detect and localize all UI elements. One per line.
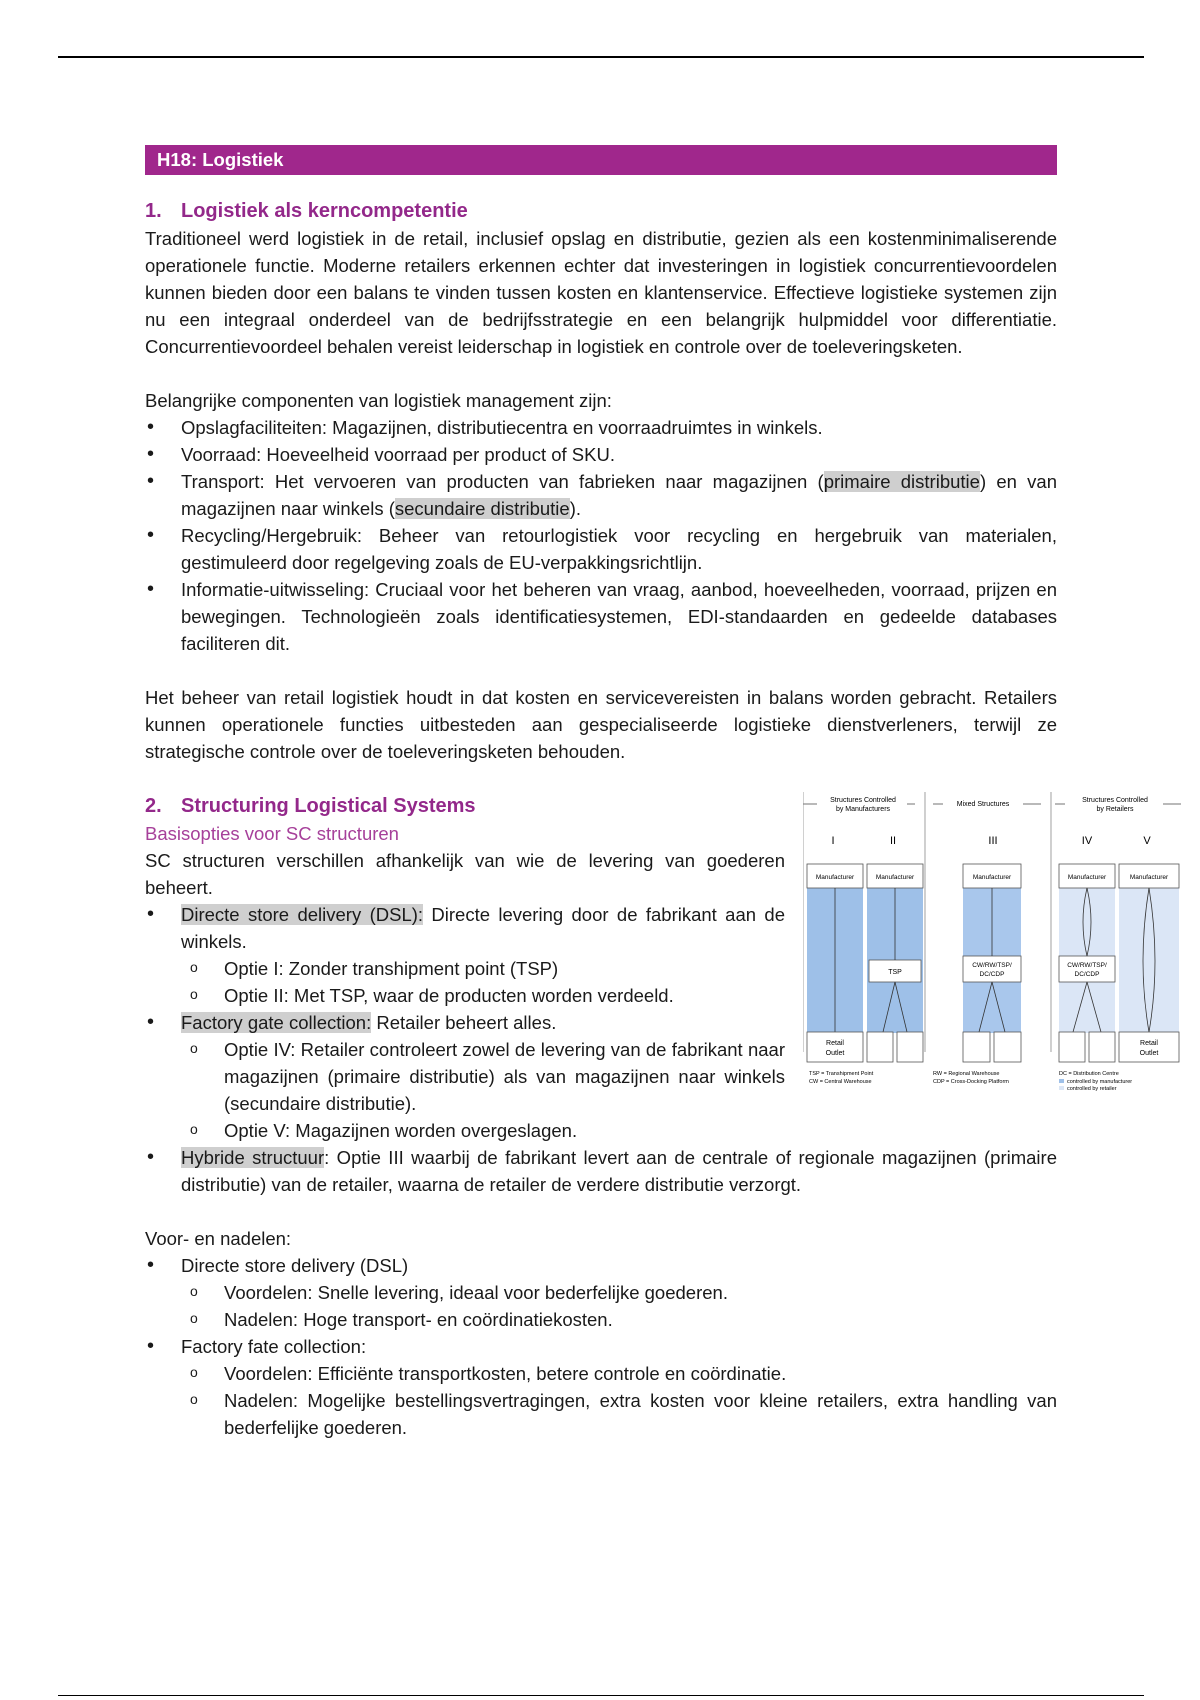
retail-outlet-label: Outlet <box>825 1050 845 1057</box>
hub-label: DC/CDP <box>979 971 1005 978</box>
hub-label: CW/RW/TSP/ <box>972 962 1012 969</box>
list-item-transport <box>145 468 1057 522</box>
retail-outlet-label: Retail <box>1140 1040 1158 1047</box>
manufacturer-label: Manufacturer <box>875 874 915 881</box>
list-item: o Nadelen: Mogelijke bestellingsvertragingen, extra kosten voor kleine retailers, extra handling van bederfelijke goederen. <box>181 1387 1057 1441</box>
column-label: V <box>1143 835 1151 847</box>
section-2-number: 2. <box>145 795 162 817</box>
list-item: • Informatie-uitwisseling: Cruciaal voor het beheren van vraag, aanbod, hoeveelheden, voorraad, prijzen en bewegingen. Technologieën zoals identificatiesystemen, EDI-standaarden en gedeelde databases faciliteren dit. <box>145 576 1057 657</box>
pros-cons-list <box>145 1252 1057 1441</box>
group-label: Structures Controlled <box>830 797 896 804</box>
hub-label: CW/RW/TSP/ <box>1067 962 1107 969</box>
manufacturer-label: Manufacturer <box>1129 874 1169 881</box>
legend-item: TSP = Transhipment Point <box>809 1071 874 1077</box>
pros-cons-name: Factory fate collection: <box>181 1336 367 1357</box>
transport-text: ) en van magazijnen naar winkels ( <box>181 471 1058 519</box>
list-item: o Voordelen: Snelle levering, ideaal voor bederfelijke goederen. <box>181 1279 1057 1306</box>
footer-rule <box>58 1695 1144 1696</box>
transport-text: Transport: Het vervoeren van producten van fabrieken naar magazijnen ( <box>181 471 824 492</box>
list-item: o Nadelen: Hoge transport- en coördinatiekosten. <box>181 1306 1057 1333</box>
highlight-hybrid: Hybride structuur <box>181 1147 325 1168</box>
highlight-secundaire-distributie: secundaire distributie <box>394 498 570 519</box>
list-item: • Voorraad: Hoeveelheid voorraad per product of SKU. <box>145 441 1057 468</box>
list-item: • Recycling/Hergebruik: Beheer van retourlogistiek voor recycling en hergebruik van materialen, gestimuleerd door regelgeving zoals de EU-verpakkingsrichtlijn. <box>145 522 1057 576</box>
list-item-hybrid <box>145 1144 1057 1198</box>
dsl-options <box>181 955 785 1009</box>
section-2-intro: SC structuren verschillen afhankelijk van wie de levering van goederen beheert. <box>145 850 785 898</box>
components-intro: Belangrijke componenten van logistiek management zijn: <box>145 390 612 411</box>
pros-cons-items <box>181 1360 1057 1441</box>
list-item: o Optie I: Zonder transhipment point (TSP) <box>181 955 785 982</box>
group-label: by Manufacturers <box>835 806 891 813</box>
list-item-dsl <box>145 901 785 1009</box>
column-label: II <box>889 835 897 847</box>
legend-item: DC = Distribution Centre <box>1059 1071 1119 1077</box>
manufacturer-label: Manufacturer <box>972 874 1012 881</box>
section-2-subtitle: Basisopties voor SC structuren <box>145 823 399 844</box>
column-label: III <box>988 835 998 847</box>
legend-item: CDP = Cross-Docking Platform <box>933 1079 1009 1085</box>
group-label: Structures Controlled <box>1082 797 1148 804</box>
section-2 <box>145 792 1169 1198</box>
legend-item: controlled by retailer <box>1067 1086 1117 1092</box>
group-label: by Retailers <box>1096 806 1134 813</box>
legend-item: CW = Central Warehouse <box>809 1079 872 1085</box>
section-2-title: Structuring Logistical Systems <box>181 795 476 817</box>
retail-outlet-label: Retail <box>826 1040 844 1047</box>
tsp-label: TSP <box>888 969 902 976</box>
list-item: o Voordelen: Efficiënte transportkosten, betere controle en coördinatie. <box>181 1360 1057 1387</box>
list-item: o Optie II: Met TSP, waar de producten worden verdeeld. <box>181 982 785 1009</box>
list-item: • Opslagfaciliteiten: Magazijnen, distributiecentra en voorraadruimtes in winkels. <box>145 414 1057 441</box>
legend-item: controlled by manufacturer <box>1067 1079 1133 1085</box>
highlight-primaire-distributie: primaire distributie <box>823 471 980 492</box>
list-item <box>145 1252 1057 1333</box>
list-item <box>145 1333 1057 1441</box>
hybrid-list <box>145 1144 1057 1198</box>
fgc-text: Retailer beheert alles. <box>371 1012 557 1033</box>
list-item: o Optie V: Magazijnen worden overgeslagen. <box>181 1117 785 1144</box>
document-page <box>145 145 1169 1441</box>
column-label: I <box>831 835 835 847</box>
section-1-number: 1. <box>145 200 162 222</box>
section-1-heading <box>145 197 1057 225</box>
highlight-dsl: Directe store delivery (DSL): <box>181 904 424 925</box>
hub-label: DC/CDP <box>1074 971 1100 978</box>
dsl-text: Directe levering door de fabrikant aan de winkels. <box>181 904 785 952</box>
section-2-heading <box>145 792 785 820</box>
sc-structures-diagram <box>803 792 1183 1102</box>
pros-cons-title: Voor- en nadelen: <box>145 1228 292 1249</box>
section-1-title: Logistiek als kerncompetentie <box>181 200 468 222</box>
transport-text: ). <box>569 498 582 519</box>
pros-cons-items <box>181 1279 1057 1333</box>
legend-item: RW = Regional Warehouse <box>933 1071 1000 1077</box>
pros-cons-name: Directe store delivery (DSL) <box>181 1255 409 1276</box>
highlight-fgc: Factory gate collection: <box>181 1012 372 1033</box>
manufacturer-label: Manufacturer <box>1067 874 1107 881</box>
section-1-closing: Het beheer van retail logistiek houdt in dat kosten en servicevereisten in balans worden gebracht. Retailers kunnen operationele functies uitbesteden aan gespecialiseerde logistieke dienstverleners, terwijl ze strategische controle over de toeleveringsketen behouden. <box>145 687 1057 762</box>
components-list <box>145 414 1057 657</box>
column-label: IV <box>1081 835 1093 847</box>
retail-outlet-label: Outlet <box>1139 1050 1159 1057</box>
manufacturer-label: Manufacturer <box>815 874 855 881</box>
list-item-fgc <box>145 1009 785 1144</box>
group-label: Mixed Structures <box>956 801 1010 808</box>
column-v-band <box>1119 888 1179 1033</box>
chapter-title: H18: Logistiek <box>145 145 1057 175</box>
fgc-options <box>181 1036 785 1144</box>
header-rule <box>58 56 1144 58</box>
hybrid-text: : Optie III waarbij de fabrikant levert aan de centrale of regionale magazijnen (primaire distributie) van de retailer, waarna de retailer de verdere distributie verzorgt. <box>181 1147 1057 1195</box>
structures-list <box>145 901 785 1144</box>
section-1-intro: Traditioneel werd logistiek in de retail, inclusief opslag en distributie, gezien als een kostenminimaliserende operationele functie. Moderne retailers erkennen echter dat investeringen in logistiek concurrentievoordelen kunnen bieden door een balans te vinden tussen kosten en klantenservice. Effectieve logistieke systemen zijn nu een integraal onderdeel van de bedrijfsstrategie en een belangrijk hulpmiddel voor differentiatie. Concurrentievoordeel behalen vereist leiderschap in logistiek en controle over de toeleveringsketen. <box>145 228 1057 357</box>
list-item: o Optie IV: Retailer controleert zowel de levering van de fabrikant naar magazijnen (primaire distributie) als van magazijnen naar winkels (secundaire distributie). <box>181 1036 785 1117</box>
